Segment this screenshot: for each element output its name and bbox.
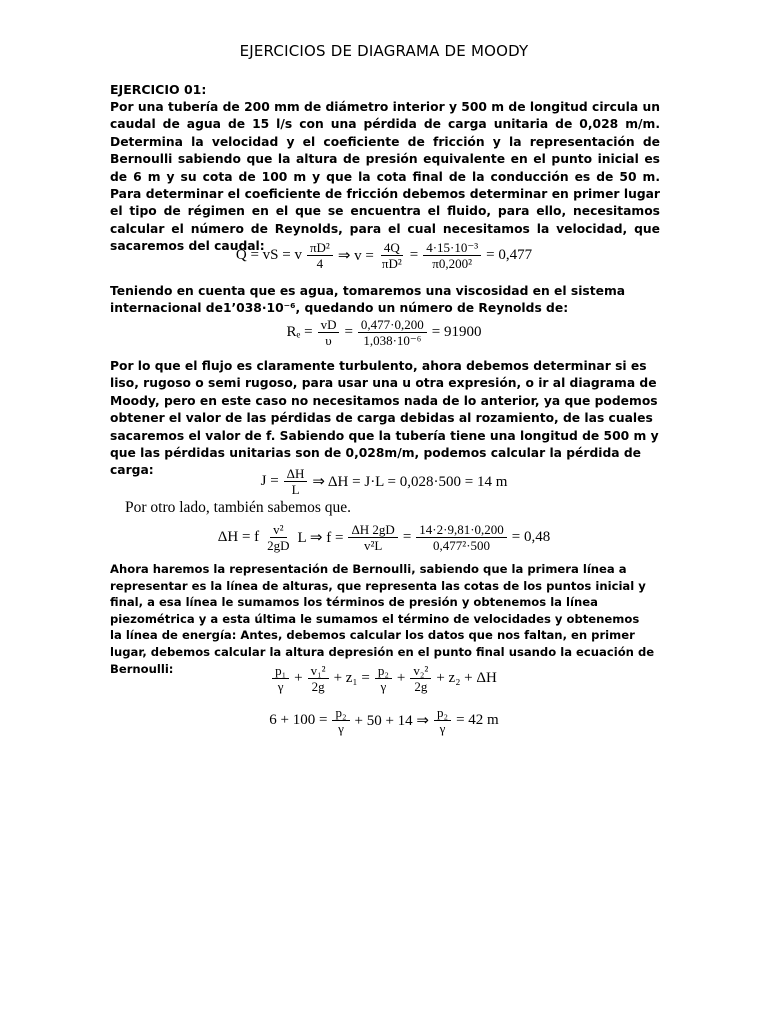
paragraph-problem-statement: Por una tubería de 200 mm de diámetro interior y 500 m de longitud circula un caudal de agua de 15 l/s con una pérdida de carga unitaria de 0,028 m/m. Determina la velocidad y el coeficiente de fricción y la representación de Bernoulli sabiendo que la altura de presión equivalente en el punto inicial es de 6 m y su cota de 100 m y que la cota final de la conducción es de 50 m. Para determinar el coeficiente de fricción debemos determinar en primer lugar el tipo de régimen en el que se encuentra el fluido, para ello, necesitamos calcular el número de Reynolds, para el cual necesitamos la velocidad, que sacaremos del caudal: <box>110 100 660 254</box>
equation-friction-factor: ΔH = f $\frac{\text{v²}}{2gD}$ L ⇒ f = $\frac{\Delta H 2gD}{\text{v²L}}$ = $\frac{14\cdot 2\cdot 9,81\cdot 0,200}{\text{0,477²·500}}$ = 0,48 <box>217 522 551 553</box>
document-title: EJERCICIOS DE DIAGRAMA DE MOODY <box>239 42 529 60</box>
paragraph-turbulent-flow: Por lo que el flujo es claramente turbulento, ahora debemos determinar si es liso, rugoso o semi rugoso, para usar una u otra expresión, o ir al diagrama de Moody, pero en este caso no necesitamos nada de lo anterior, ya que podemos obtener el valor de las pérdidas de carga debidas al rozamiento, de las cuales sacaremos el valor de f. Sabiendo que la tubería tiene una longitud de 500 m y que las pérdidas unitarias son de 0,028m/m, podemos calcular la pérdida de carga: <box>110 359 659 478</box>
equation-velocity: Q = vS = v $\frac{\text{πD²}}{4}$ ⇒ v = $\frac{4Q}{\text{πD²}}$ = $\frac{\text{4·15·10⁻³}}{\text{π0,200²}}$ = 0,477 <box>235 240 533 271</box>
serif-text-line: Por otro lado, también sabemos que. <box>125 499 351 516</box>
equation-reynolds: Rₑ = $\frac{vD}{\upsilon}$ = $\frac{0,477\cdot 0,200}{\text{1,038·10⁻⁶}}$ = 91900 <box>286 317 482 348</box>
paragraph-viscosity: Teniendo en cuenta que es agua, tomaremos una viscosidad en el sistema internacional de1’038·10⁻⁶, quedando un número de Reynolds de: <box>110 284 626 316</box>
equation-bernoulli: $\frac{\text{p₁}}{\gamma}$ + $\frac{\text{v₁²}}{2g}$ + z₁ = $\frac{\text{p₂}}{\gamma}$ + $\frac{\text{v₂²}}{2g}$ + z₂ + ΔH <box>0 663 768 694</box>
paragraph-bernoulli: Ahora haremos la representación de Bernoulli, sabiendo que la primera línea a representar es la línea de alturas, que representa las cotas de los puntos inicial y final, a esa línea le sumamos los términos de presión y obtenemos la línea piezométrica y a esta última le sumamos el término de velocidades y obtenemos la línea de energía: Antes, debemos calcular los datos que nos faltan, en primer lugar, debemos calcular la altura depresión en el punto final usando la ecuación de Bernoulli: <box>110 562 655 676</box>
equation-final-pressure: 6 + 100 = $\frac{\text{p₂}}{\gamma}$ + 50 + 14 ⇒ $\frac{\text{p₂}}{\gamma}$ = 42 m <box>269 705 499 736</box>
exercise-heading: EJERCICIO 01: <box>110 82 207 97</box>
equation-head-loss: J = $\frac{\Delta H}{L}$ ⇒ ΔH = J·L = 0,028·500 = 14 m <box>260 466 508 497</box>
